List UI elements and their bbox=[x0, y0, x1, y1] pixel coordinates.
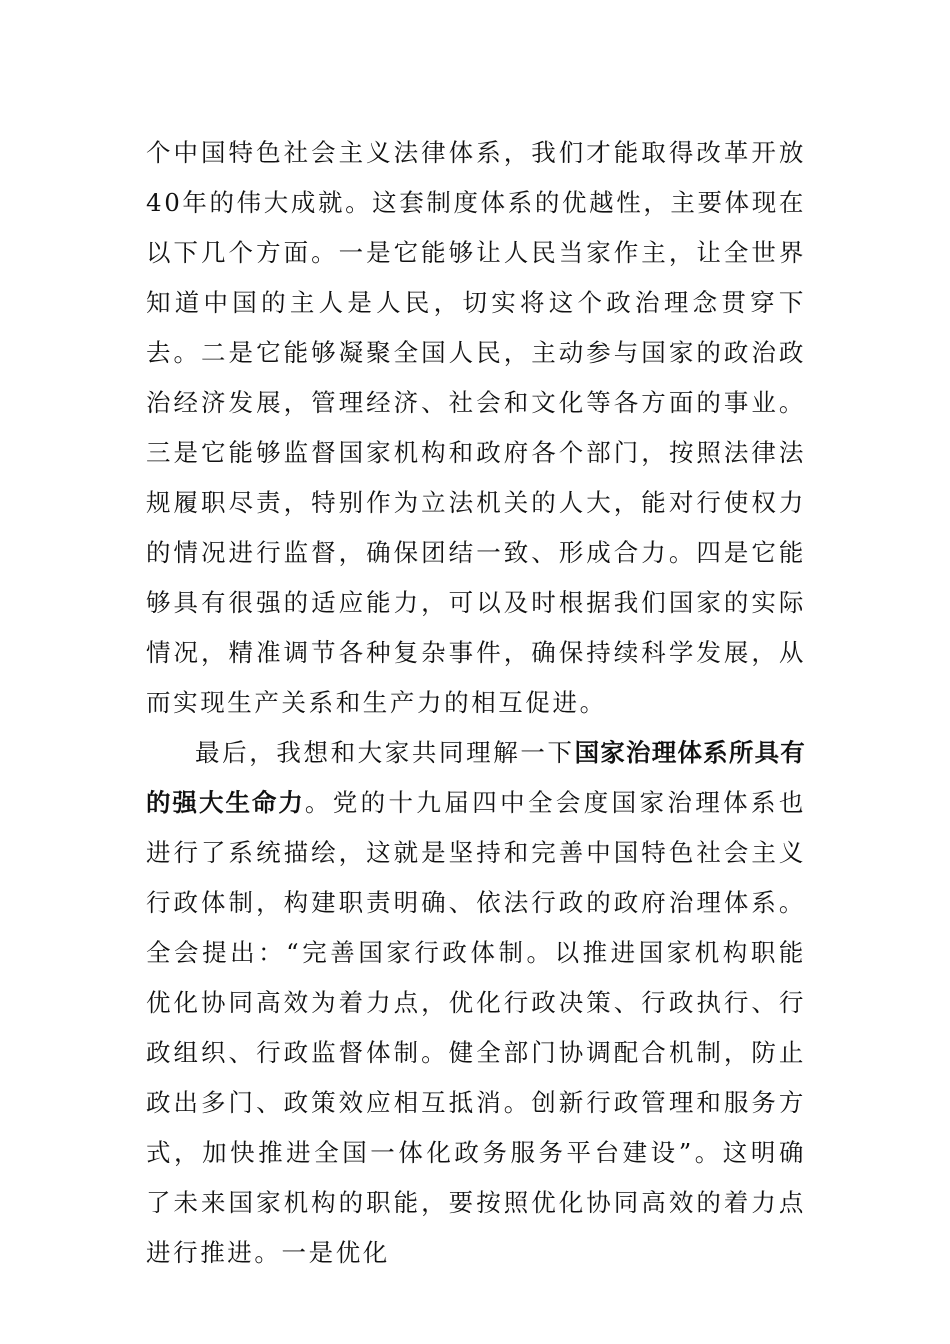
paragraph-2-text: 。党的十九届四中全会度国家治理体系也进行了系统描绘，这就是坚持和完善中国特色社会主义行政体制，构建职责明确、依法行政的政府治理体系。全会提出：“完善国家行政体制。以推进国家机构职能优化协同高效为着力点，优化行政决策、行政执行、行政组织、行政监督体制。健全部门协调配合机制，防止政出多门、政策效应相互抵消。创新行政管理和服务方式，加快推进全国一体化政务服务平台建设”。这明确了未来国家机构的职能，要按照优化协同高效的着力点进行推进。一是优化 bbox=[146, 788, 806, 1267]
paragraph-1 bbox=[146, 128, 806, 728]
paragraph-2 bbox=[146, 728, 806, 1278]
paragraph-1-text: 个中国特色社会主义法律体系，我们才能取得改革开放40年的伟大成就。这套制度体系的优越性，主要体现在以下几个方面。一是它能够让人民当家作主，让全世界知道中国的主人是人民，切实将这个政治理念贯穿下去。二是它能够凝聚全国人民，主动参与国家的政治政治经济发展，管理经济、社会和文化等各方面的事业。三是它能够监督国家机构和政府各个部门，按照法律法规履职尽责，特别作为立法机关的人大，能对行使权力的情况进行监督，确保团结一致、形成合力。四是它能够具有很强的适应能力，可以及时根据我们国家的实际情况，精准调节各种复杂事件，确保持续科学发展，从而实现生产关系和生产力的相互促进。 bbox=[146, 138, 806, 717]
paragraph-2-lead: 最后，我想和大家共同理解一下 bbox=[195, 738, 575, 767]
paragraph-2-bold-phrase: 国家治理体系所具有的强大生命力 bbox=[146, 738, 806, 817]
document-page bbox=[146, 128, 806, 1278]
